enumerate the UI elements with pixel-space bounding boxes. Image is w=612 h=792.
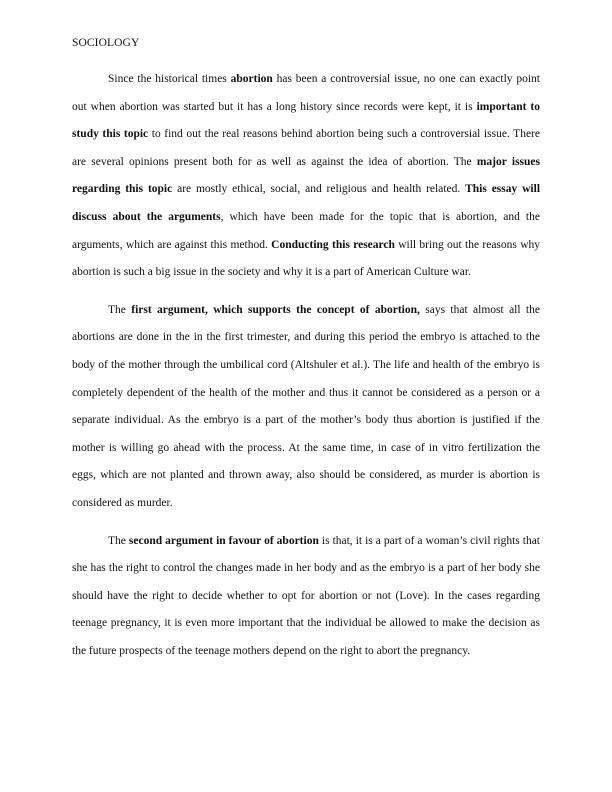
bold-run: major issues regarding this topic [72, 155, 540, 196]
paragraph-first-argument [72, 297, 540, 518]
text-run: The [108, 303, 132, 316]
paragraph-introduction [72, 66, 540, 287]
bold-run: important to study this topic [72, 100, 540, 141]
essay-body [72, 66, 540, 675]
text-run: , which have been made for the topic that is abortion, and the arguments, which are against this method. [72, 210, 540, 251]
text-run: to find out the real reasons behind abortion being such a controversial issue. There are several opinions present both for as well as against the idea of abortion. The [72, 128, 540, 168]
bold-run: second argument in favour of abortion [128, 534, 319, 547]
bold-run: first argument, which supports the concept of abortion, [131, 303, 420, 316]
text-run: is that, it is a part of a woman’s civil rights that she has the right to control the changes made in her body and as the embryo is a part of her body she should have the right to decide whether to opt for abortion or not (Love). In the cases regarding teenage pregnancy, it is even more important that the individual be allowed to make the decision as the future prospects of the teenage mothers depend on the right to abort the pregnancy. [72, 534, 540, 657]
bold-run: Conducting this research [271, 238, 395, 251]
bold-run: This essay will discuss about the arguments [72, 183, 541, 223]
bold-run: abortion [230, 73, 273, 85]
text-run: The [108, 534, 129, 547]
text-run: says that almost all the abortions are done in the in the first trimester, and during this period the embryo is attached to the body of the mother through the umbilical cord (Altshuler et al.). The life and health of the embryo is completely dependent of the health of the mother and thus it cannot be considered as a person or a separate individual. As the embryo is a part of the mother’s body thus abortion is justified if the mother is willing go ahead with the process. At the same time, in case of in vitro fertilization the eggs, which are not planted and thrown away, also should be considered, as murder is abortion is considered as murder. [72, 303, 540, 509]
text-run: Since the historical times [108, 73, 231, 85]
running-head: SOCIOLOGY [72, 37, 140, 49]
text-run: are mostly ethical, social, and religious and health related. [172, 183, 466, 196]
paragraph-second-argument [72, 528, 540, 666]
text-run: will bring out the reasons why abortion is such a big issue in the society and why it is a part of American Culture war. [72, 238, 540, 279]
text-run: has been a controversial issue, no one can exactly point out when abortion was started but it has a long history since records were kept, it is [72, 73, 540, 113]
